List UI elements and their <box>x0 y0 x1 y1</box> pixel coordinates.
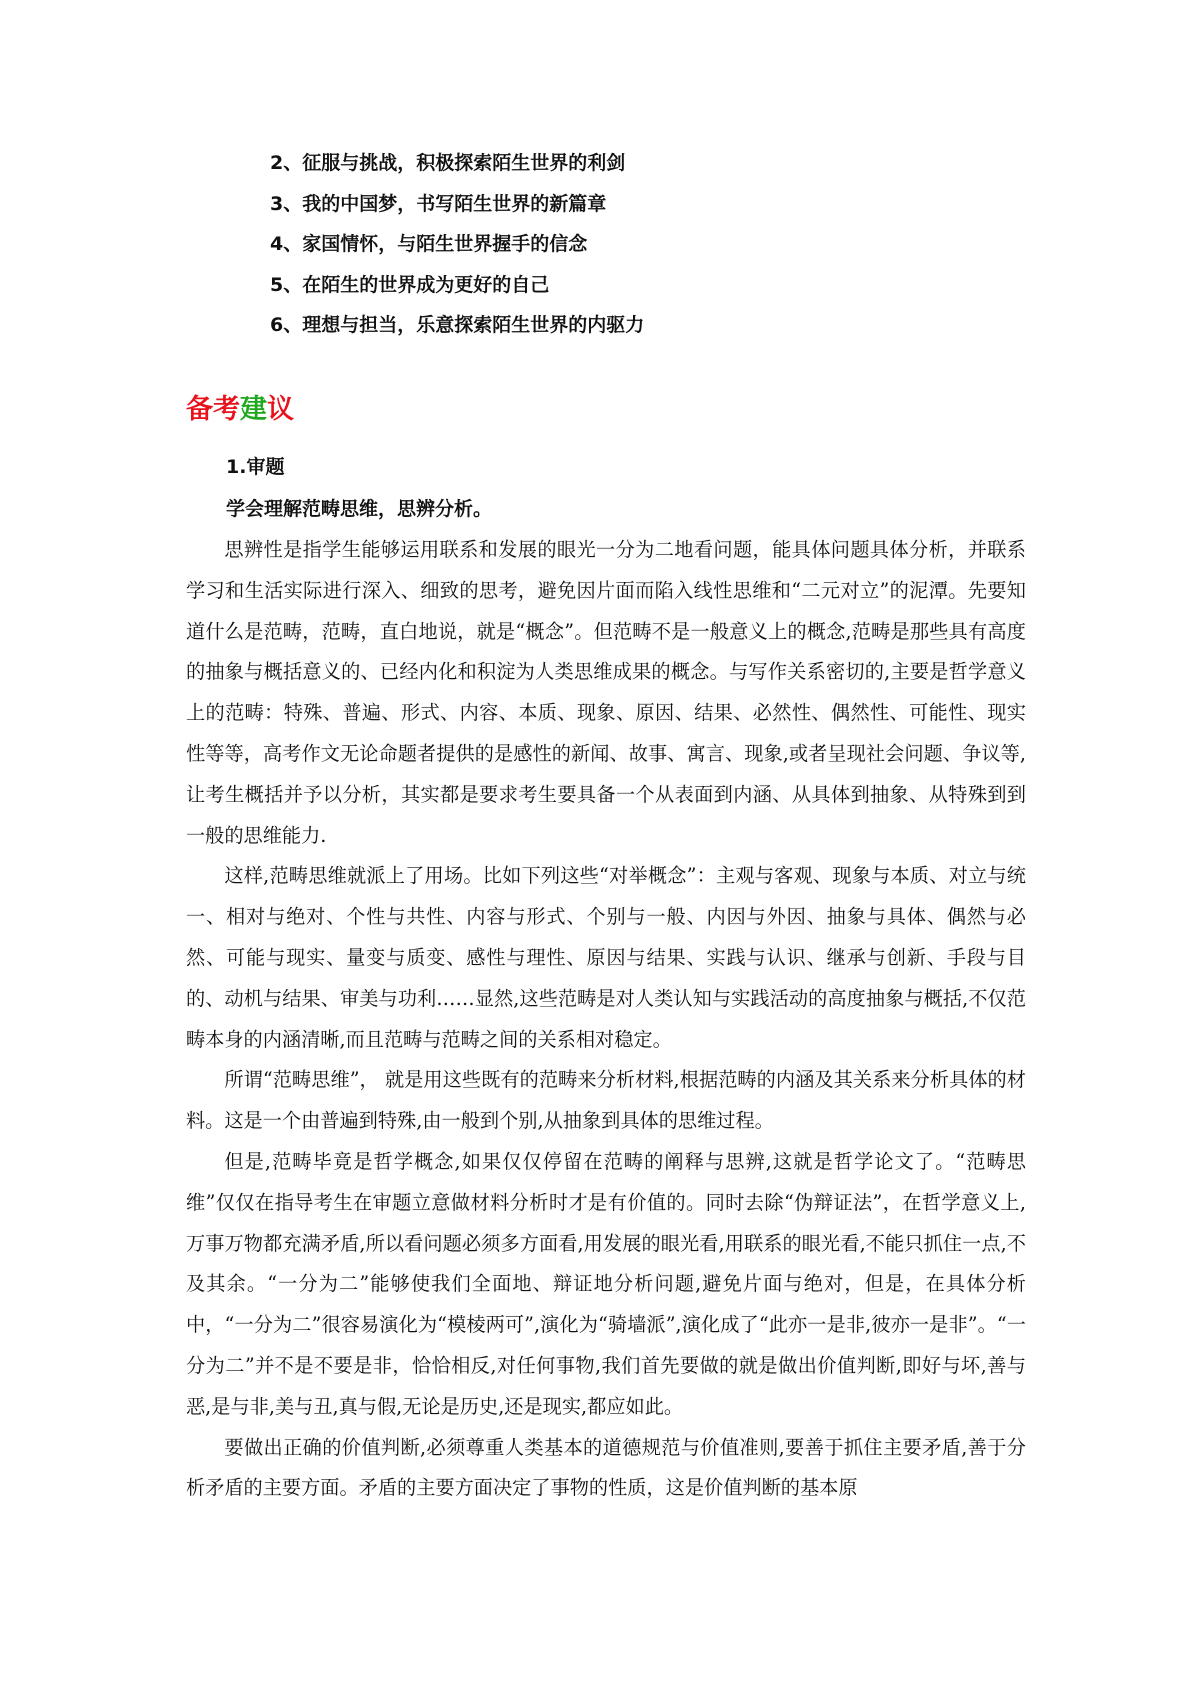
topic-item: 5、在陌生的世界成为更好的自己 <box>270 273 550 296</box>
paragraph: 思辨性是指学生能够运用联系和发展的眼光一分为二地看问题，能具体问题具体分析，并联系学习和生活实际进行深入、细致的思考，避免因片面而陷入线性思维和“二元对立”的泥潭。先要知道什么是范畴，范畴，直白地说，就是“概念”。但范畴不是一般意义上的概念,范畴是那些具有高度的抽象与概括意义的、已经内化和积淀为人类思维成果的概念。与写作关系密切的,主要是哲学意义上的范畴：特殊、普遍、形式、内容、本质、现象、原因、结果、必然性、偶然性、可能性、现实性等等，高考作文无论命题者提供的是感性的新闻、故事、寓言、现象,或者呈现社会问题、争议等,让考生概括并予以分析，其实都是要求考生要具备一个从表面到内涵、从具体到抽象、从特殊到到一般的思维能力. <box>186 538 1026 847</box>
topic-list <box>270 143 1070 346</box>
paragraph: 这样,范畴思维就派上了用场。比如下列这些“对举概念”：主观与客观、现象与本质、对立与统一、相对与绝对、个性与共性、内容与形式、个别与一般、内因与外因、抽象与具体、偶然与必然、可能与现实、量变与质变、感性与理性、原因与结果、实践与认识、继承与创新、手段与目的、动机与结果、审美与功利……显然,这些范畴是对人类认知与实践活动的高度抽象与概括,不仅范畴本身的内涵清晰,而且范畴与范畴之间的关系相对稳定。 <box>186 864 1026 1051</box>
subsection-lead: 学会理解范畴思维，思辨分析。 <box>226 498 493 520</box>
topic-item: 2、征服与挑战，积极探索陌生世界的利剑 <box>270 152 626 174</box>
topic-item: 4、家国情怀，与陌生世界握手的信念 <box>270 233 588 255</box>
section-heading-part: 议 <box>267 394 294 425</box>
section-heading-part: 建 <box>240 394 267 425</box>
paragraph: 所谓“范畴思维”， 就是用这些既有的范畴来分析材料,根据范畴的内涵及其关系来分析具体的材料。这是一个由普遍到特殊,由一般到个别,从抽象到具体的思维过程。 <box>186 1068 1026 1133</box>
topic-item: 6、理想与担当，乐意探索陌生世界的内驱力 <box>270 314 645 336</box>
section-heading <box>186 392 294 428</box>
paragraph: 要做出正确的价值判断,必须尊重人类基本的道德规范与价值准则,要善于抓住主要矛盾,善于分析矛盾的主要方面。矛盾的主要方面决定了事物的性质，这是价值判断的基本原 <box>186 1435 1026 1500</box>
paragraph: 但是,范畴毕竟是哲学概念,如果仅仅停留在范畴的阐释与思辨,这就是哲学论文了。“范畴思维”仅仅在指导考生在审题立意做材料分析时才是有价值的。同时去除“伪辩证法”，在哲学意义上,万事万物都充满矛盾,所以看问题必须多方面看,用发展的眼光看,用联系的眼光看,不能只抓住一点,不及其余。“一分为二”能够使我们全面地、辩证地分析问题,避免片面与绝对，但是，在具体分析中，“一分为二”很容易演化为“模棱两可”,演化为“骑墙派”,演化成了“此亦一是非,彼亦一是非”。“一分为二”并不是不要是非，恰恰相反,对任何事物,我们首先要做的就是做出价值判断,即好与坏,善与恶,是与非,美与丑,真与假,无论是历史,还是现实,都应如此。 <box>186 1149 1026 1418</box>
body-text <box>186 530 1026 1509</box>
section-heading-part: 备考 <box>186 394 240 425</box>
subsection-title: 1.审题 <box>226 456 285 478</box>
topic-item: 3、我的中国梦，书写陌生世界的新篇章 <box>270 192 607 215</box>
